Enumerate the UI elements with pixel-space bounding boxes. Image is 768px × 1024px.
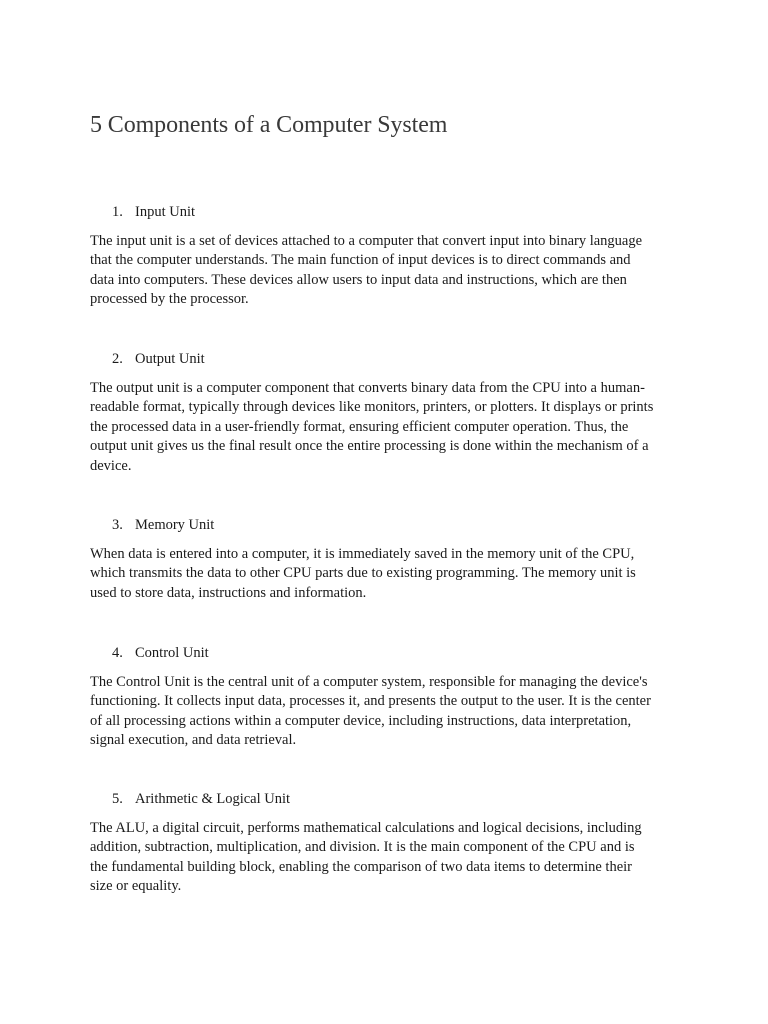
section-memory-unit (90, 516, 682, 603)
section-heading (90, 350, 682, 369)
section-heading (90, 516, 682, 535)
section-number: 4. (112, 645, 123, 661)
section-heading (90, 644, 682, 663)
section-title: Arithmetic & Logical Unit (135, 791, 291, 807)
section-output-unit (90, 350, 682, 476)
section-title: Input Unit (135, 204, 196, 220)
section-number: 5. (112, 791, 123, 807)
section-body: The ALU, a digital circuit, performs mathematical calculations and logical decisions, including addition, subtraction, multiplication, and division. It is the main component of the CPU and is the fundamental building block, enabling the comparison of two data items to determine their size or equality. (90, 820, 642, 895)
section-title: Output Unit (135, 351, 205, 367)
section-body: The output unit is a computer component that converts binary data from the CPU into a human- readable format, typically through devices like monitors, printers, or plotters. It displays or prints the processed data in a user-friendly format, ensuring efficient computer operation. Thus, the output unit gives us the final result once the entire processing is done within the mechanism of a device. (90, 380, 654, 474)
section-arithmetic-logical-unit (90, 790, 682, 897)
section-heading (90, 790, 682, 809)
section-number: 1. (112, 204, 123, 220)
section-body: The input unit is a set of devices attached to a computer that convert input into binary language that the computer understands. The main function of input devices is to direct commands and data into computers. These devices allow users to input data and instructions, which are then processed by the processor. (90, 233, 643, 308)
page-title: 5 Components of a Computer System (90, 112, 448, 138)
section-body: The Control Unit is the central unit of a computer system, responsible for managing the device's functioning. It collects input data, processes it, and presents the output to the user. It is the center of all processing actions within a computer device, including instructions, data interpretation, signal execution, and data retrieval. (90, 674, 651, 749)
section-body: When data is entered into a computer, it is immediately saved in the memory unit of the CPU, which transmits the data to other CPU parts due to existing programming. The memory unit is used to store data, instructions and information. (90, 546, 636, 601)
section-input-unit (90, 203, 682, 310)
section-number: 3. (112, 517, 123, 533)
section-heading (90, 203, 682, 222)
section-control-unit (90, 644, 682, 751)
section-title: Memory Unit (135, 517, 215, 533)
section-title: Control Unit (135, 645, 209, 661)
section-number: 2. (112, 351, 123, 367)
